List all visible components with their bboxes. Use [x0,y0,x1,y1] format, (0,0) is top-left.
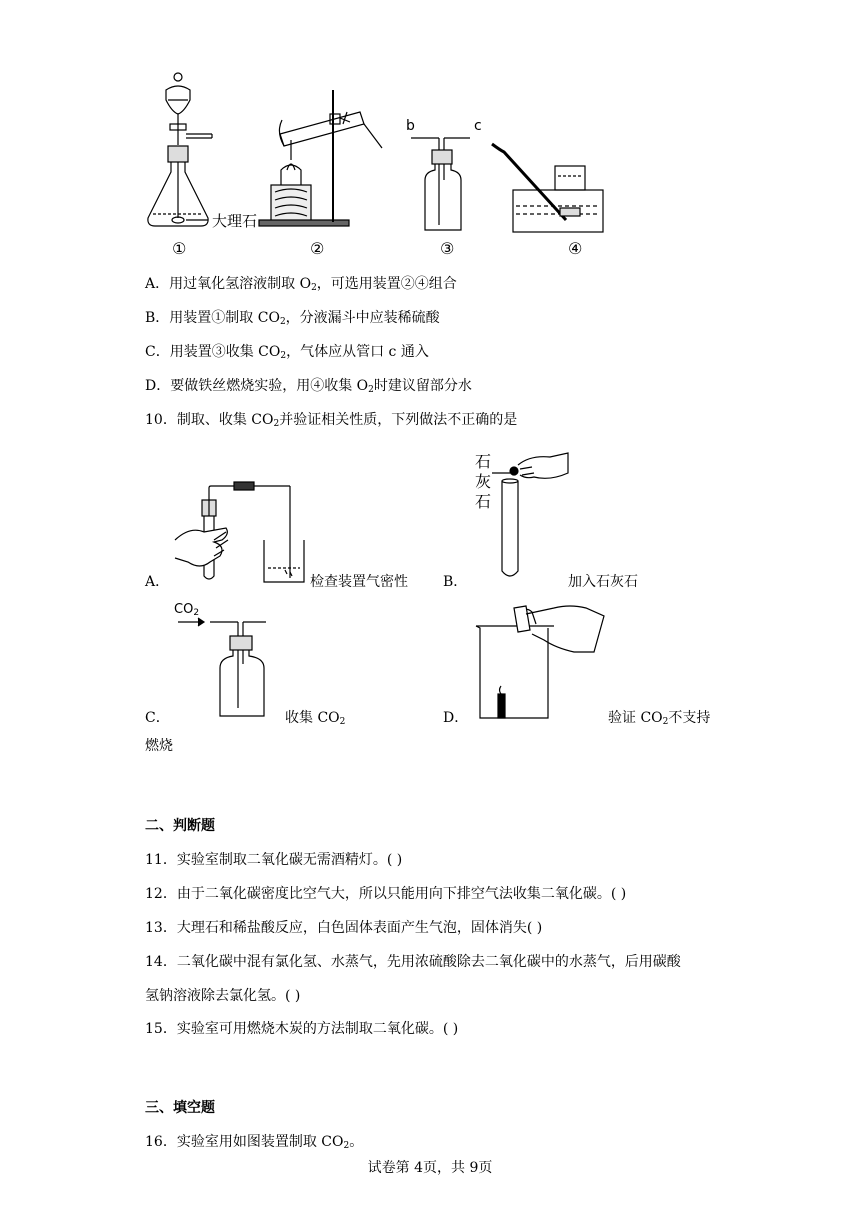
q10-b-figure [490,445,610,585]
marble-label: 大理石 [212,212,258,230]
option-letter: B． [145,310,170,326]
fig-char: 灰 [474,472,491,491]
option-text: 用装置③收集 CO [169,344,281,360]
label-4: ④ [568,239,583,258]
option-tail: ，分液漏斗中应装稀硫酸 [285,310,440,326]
q14: 14．二氧化碳中混有氯化氢、水蒸气，先用浓硫酸除去二氧化碳中的水蒸气，后用碳酸 [145,954,681,970]
option-tail: ，可选用装置②④组合 [316,276,457,292]
option-letter: D． [145,378,171,394]
q9-option-d [145,376,472,400]
q12: 12．由于二氧化碳密度比空气大，所以只能用向下排空气法收集二氧化碳。( ) [145,886,627,902]
q9-option-a [145,274,457,298]
label-2: ② [310,239,325,258]
q10-d-caption-wrap: 燃烧 [145,738,173,754]
q9-option-b [145,308,440,332]
q10-b-letter: B． [443,574,468,590]
q10-d-figure [470,606,630,726]
label-3: ③ [440,239,455,258]
fig-text: CO [174,602,194,617]
option-sub: 2 [368,385,374,395]
port-b-label: b [406,118,415,134]
option-sub: 2 [280,351,287,361]
caption-sub: 2 [662,717,669,727]
option-letter: C． [145,344,170,360]
stem-text-post: 并验证相关性质，下列做法不正确的是 [279,412,518,428]
apparatus-4-trough [492,144,603,232]
option-sub: 2 [279,317,286,327]
option-tail: ，气体应从管口 c 通入 [286,344,429,360]
q15: 15．实验室可用燃烧木炭的方法制取二氧化碳。( ) [145,1021,459,1037]
q10-stem [145,410,517,434]
q10-d-letter: D． [443,710,469,726]
stem-sub: 2 [273,419,280,429]
q9-option-c [145,342,429,366]
q14-wrap: 氢钠溶液除去氯化氢。( ) [145,988,301,1004]
caption-text: 收集 CO [285,710,340,726]
option-text: 要做铁丝燃烧实验，用④收集 O [170,378,369,394]
caption-text: 验证 CO [608,710,663,726]
option-text: 用装置①制取 CO [169,310,280,326]
q10-c-figure [170,612,290,722]
apparatus-2-heating [259,90,382,226]
apparatus-1-flask [148,73,212,226]
q10-c-caption [285,708,345,732]
q10-c-letter: C． [145,710,170,726]
apparatus-figure [0,0,860,265]
section2-heading: 二、判断题 [145,818,215,834]
option-tail: 时建议留部分水 [373,378,472,394]
fig-sub: 2 [193,608,200,618]
q10-a-caption: 检查装置气密性 [310,574,408,590]
q10-d-caption [608,708,710,732]
option-letter: A． [145,276,170,292]
label-1: ① [172,239,187,258]
q16-sub: 2 [343,1141,350,1151]
q16-text: 16．实验室用如图装置制取 CO [145,1134,344,1150]
q10-b-caption: 加入石灰石 [568,574,638,590]
caption-text-post: 不支持 [668,710,711,726]
q11: 11．实验室制取二氧化碳无需酒精灯。( ) [145,852,403,868]
option-letter: A． [145,574,170,590]
q16-text-post: 。 [349,1134,364,1150]
apparatus-3-bottle [411,138,470,230]
caption-sub: 2 [339,717,346,727]
section3-heading: 三、填空题 [145,1100,215,1116]
option-text: 用过氧化氢溶液制取 O [169,276,312,292]
q13: 13．大理石和稀盐酸反应，白色固体表面产生气泡，固体消失( ) [145,920,543,936]
q16 [145,1132,363,1156]
page-footer: 试卷第 4页，共 9页 [367,1160,493,1176]
fig-char: 石 [474,492,491,511]
q10-a-row [145,572,169,592]
option-sub: 2 [311,283,317,293]
stem-text: 10．制取、收集 CO [145,412,274,428]
port-c-label: c [474,118,482,134]
fig-char: 石 [474,452,491,471]
